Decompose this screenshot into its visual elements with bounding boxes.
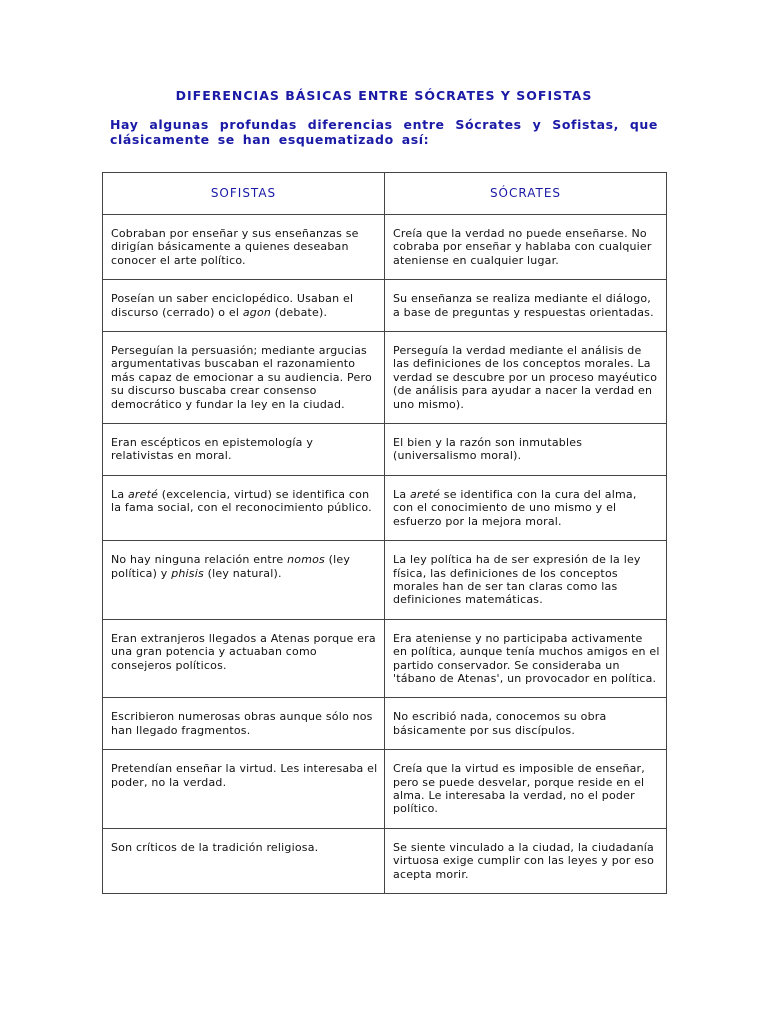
table-row (103, 215, 667, 280)
cell-socrates (385, 828, 667, 893)
cell-text: Perseguían la persuasión; mediante argucias argumentativas buscaban el razonamiento más capaz de emocionar a su audiencia. Pero su discurso buscaba crear consenso democrático y fundar la ley en la ciudad. (111, 344, 372, 411)
cell-socrates (385, 475, 667, 540)
table-row (103, 424, 667, 476)
italic-term: phisis (171, 566, 204, 580)
cell-text: Son críticos de la tradición religiosa. (111, 840, 319, 854)
cell-text: La ley política ha de ser expresión de la ley física, las definiciones de los conceptos morales han de ser tan claras como las definiciones matemáticas. (393, 553, 641, 607)
header-socrates: SÓCRATES (385, 173, 667, 215)
cell-sofistas (103, 619, 385, 698)
cell-socrates (385, 280, 667, 332)
cell-text: se identifica con la cura del alma, con el conocimiento de uno mismo y el esfuerzo por la mejora moral. (393, 487, 637, 528)
cell-text: La (393, 487, 410, 501)
cell-sofistas (103, 280, 385, 332)
italic-term: areté (409, 487, 441, 501)
cell-sofistas (103, 215, 385, 280)
table-row (103, 280, 667, 332)
cell-socrates (385, 541, 667, 620)
cell-text: Cobraban por enseñar y sus enseñanzas se dirigían básicamente a quienes deseaban conocer el arte político. (111, 227, 359, 267)
cell-text: Se siente vinculado a la ciudad, la ciudadanía virtuosa exige cumplir con las leyes y por eso acepta morir. (393, 840, 655, 881)
cell-socrates (385, 215, 667, 280)
cell-sofistas (103, 541, 385, 620)
cell-text: Escribieron numerosas obras aunque sólo nos han llegado fragmentos. (111, 710, 373, 737)
italic-term: agon (242, 305, 272, 319)
table-row (103, 475, 667, 540)
table-row (103, 698, 667, 750)
cell-text: (ley natural). (203, 566, 282, 580)
table-row (103, 750, 667, 829)
cell-text: Creía que la verdad no puede enseñarse. No cobraba por enseñar y hablaba con cualquier ateniense en cualquier lugar. (393, 227, 652, 267)
cell-text: (debate). (271, 305, 328, 319)
italic-term: nomos (287, 553, 325, 567)
table-row (103, 541, 667, 620)
cell-text: La (111, 487, 128, 501)
cell-socrates (385, 750, 667, 829)
table-row (103, 828, 667, 893)
cell-sofistas (103, 828, 385, 893)
table-row (103, 332, 667, 424)
cell-text: No hay ninguna relación entre (111, 553, 288, 567)
cell-sofistas (103, 475, 385, 540)
cell-text: Eran extranjeros llegados a Atenas porque era una gran potencia y actuaban como consejeros políticos. (111, 631, 376, 672)
cell-text: Pretendían enseñar la virtud. Les interesaba el poder, no la verdad. (111, 762, 378, 789)
document-title: DIFERENCIAS BÁSICAS ENTRE SÓCRATES Y SOFISTAS (175, 88, 593, 103)
cell-text: Perseguía la verdad mediante el análisis de las definiciones de los conceptos morales. La verdad se descubre por un proceso mayéutico (de análisis para ayudar a nacer la verdad en uno mismo). (393, 344, 658, 411)
cell-socrates (385, 424, 667, 476)
cell-sofistas (103, 424, 385, 476)
table-header-row (103, 173, 667, 215)
cell-socrates (385, 332, 667, 424)
cell-sofistas (103, 750, 385, 829)
cell-text: Eran escépticos en epistemología y relativistas en moral. (111, 436, 314, 463)
cell-text: (ley política) y (111, 553, 351, 580)
cell-text: Su enseñanza se realiza mediante el diálogo, a base de preguntas y respuestas orientadas. (393, 292, 654, 319)
cell-socrates (385, 619, 667, 698)
cell-sofistas (103, 332, 385, 424)
cell-socrates (385, 698, 667, 750)
cell-text: Creía que la virtud es imposible de enseñar, pero se puede desvelar, porque reside en el alma. Le interesaba la verdad, no el poder político. (393, 762, 645, 816)
header-sofistas: SOFISTAS (103, 173, 385, 215)
comparison-table (102, 172, 667, 894)
cell-text: Era ateniense y no participaba activamente en política, aunque tenía muchos amigos en el partido conservador. Se consideraba un 'tábano de Atenas', un provocador en política. (393, 631, 660, 685)
cell-sofistas (103, 698, 385, 750)
cell-text: (excelencia, virtud) se identifica con la fama social, con el reconocimiento público. (111, 487, 372, 515)
cell-text: El bien y la razón son inmutables (universalismo moral). (393, 436, 583, 463)
table-body (103, 215, 667, 894)
intro-paragraph: Hay algunas profundas diferencias entre Sócrates y Sofistas, que clásicamente se han esquematizado así: (110, 117, 658, 147)
table-row (103, 619, 667, 698)
cell-text: Poseían un saber enciclopédico. Usaban el discurso (cerrado) o el (111, 292, 354, 319)
cell-text: No escribió nada, conocemos su obra básicamente por sus discípulos. (393, 710, 607, 737)
italic-term: areté (127, 487, 159, 501)
